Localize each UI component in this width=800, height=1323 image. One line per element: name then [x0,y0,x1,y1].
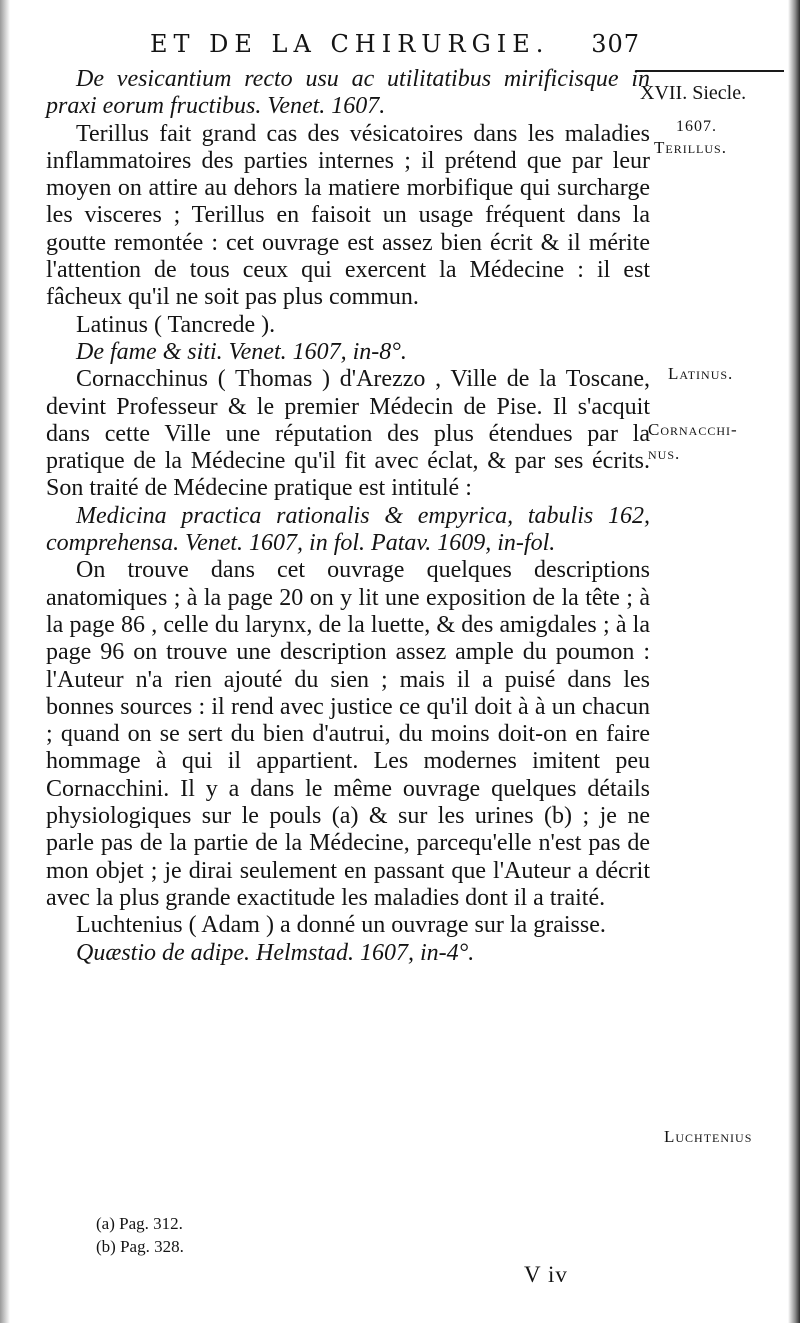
margin-note-terillus: Terillus. [654,138,727,157]
margin-note-century: XVII. Siecle. [640,82,747,104]
margin-rule [636,70,784,72]
footnote-a: (a) Pag. 312. [96,1214,183,1233]
main-text [46,66,650,967]
paragraph-title-latinus: De fame & siti. Venet. 1607, in-8°. [76,338,407,365]
running-title: ET DE LA CHIRURGIE. [150,30,550,58]
paragraph-title-terillus: De vesicantium recto usu ac utilitatibus mirificisque in praxi eorum fructibus. Venet. 1607. [46,66,650,120]
margin-note-year: 1607. [676,118,717,135]
paragraph-luchtenius: Luchtenius ( Adam ) a donné un ouvrage sur la graisse. [76,912,606,939]
paragraph-title-luchtenius: Quæstio de adipe. Helmstad. 1607, in-4°. [76,939,475,966]
running-header [150,30,640,64]
paragraph-title-cornacchinus: Medicina practica rationalis & empyrica, tabulis 162, comprehensa. Venet. 1607, in fol. Patav. 1609, in-fol. [46,502,650,557]
margin-note-cornacchinus: Cornacchi- nus. [648,420,738,463]
paragraph-latinus: Latinus ( Tancrede ). [76,311,276,338]
page-gutter-shadow [0,0,10,1323]
footnotes [96,1212,184,1258]
page-number: 307 [591,30,640,58]
page-edge-shadow [788,0,800,1323]
margin-note-luchtenius: Luchtenius [664,1127,753,1146]
signature-mark: V iv [524,1262,568,1287]
margin-note-latinus: Latinus. [668,364,734,383]
paragraph-cornacchinus-description: On trouve dans cet ouvrage quelques descriptions anatomiques ; à la page 20 on y lit une exposition de la tête ; à la page 86 , celle du larynx, de la luette, & des amigdales ; à la page 96 on trouve une description assez ample du poumon : l'Auteur n'a rien ajouté du sien ; mais il a puisé dans les bonnes sources : il rend avec justice ce qu'il doit à à un chacun ; quand on se sert du bien d'autrui, du moins doit-on en faire hommage à qui il appartient. Les modernes imitent peu Cornacchini. Il y a dans le même ouvrage quelques détails physiologiques sur le pouls (a) & sur les urines (b) ; je ne parle pas de la partie de la Médecine, parcequ'elle n'est pas de mon objet ; je dirai seulement en passant que l'Auteur a décrit avec la plus grande exactitude les maladies dont il a traité. [46,557,650,911]
footnote-b: (b) Pag. 328. [96,1237,184,1256]
paragraph-terillus: Terillus fait grand cas des vésicatoires dans les maladies inflammatoires des parties internes ; il prétend que par leur moyen on attire au dehors la matiere morbifique qui surcharge les visceres ; Terillus en faisoit un usage fréquent dans la goutte remontée : cet ouvrage est assez bien écrit & il mérite l'attention de tous ceux qui exercent la Médecine : il est fâcheux qu'il ne soit pas plus commun. [46,120,650,311]
paragraph-cornacchinus: Cornacchinus ( Thomas ) d'Arezzo , Ville de la Toscane, devint Professeur & le premier Médecin de Pise. Il s'acquit dans cette Ville une réputation des plus étendues par la pratique de la Médecine qu'il fit avec éclat, & par ses écrits. Son traité de Médecine pratique est intitulé : [46,366,650,502]
